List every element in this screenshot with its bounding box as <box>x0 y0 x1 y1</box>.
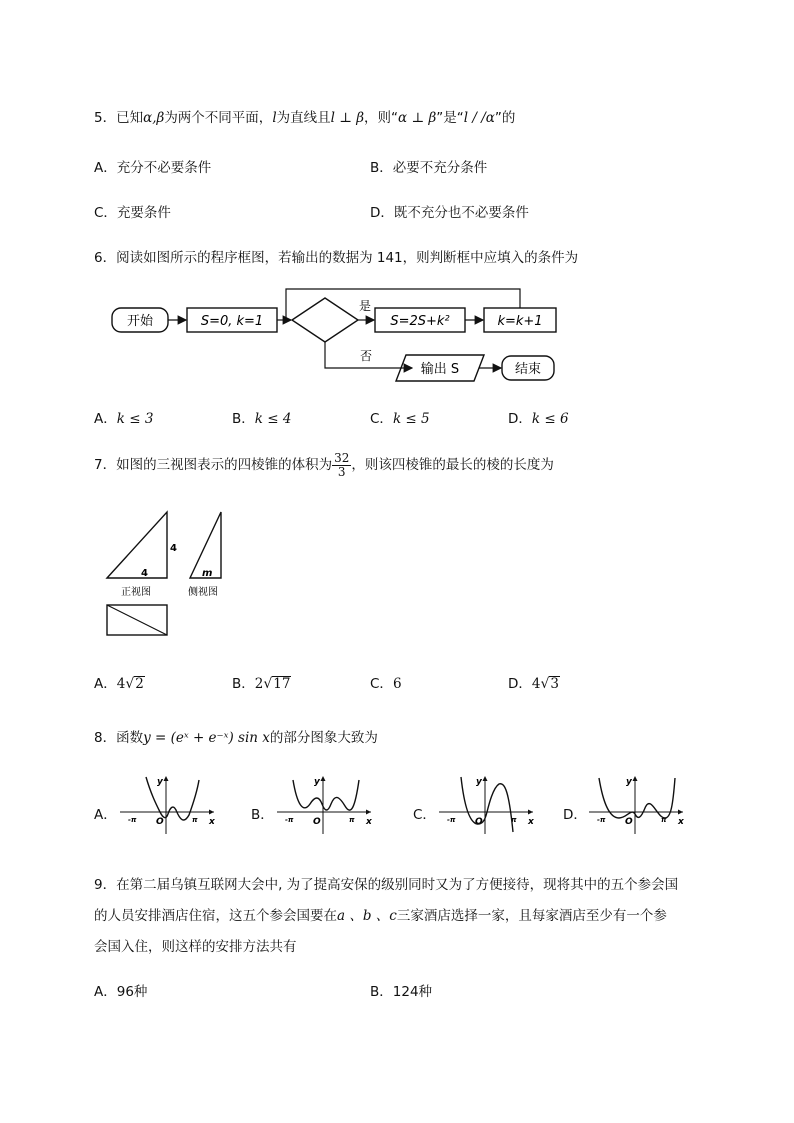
y-axis-label: y <box>314 777 320 787</box>
q6-option-c[interactable]: C．k ≤ 5 <box>370 411 430 427</box>
function-curve <box>146 777 199 820</box>
q8-stem: 8．函数y = (eˣ + e⁻ˣ) sin x的部分图象大致为 <box>94 730 378 746</box>
side-view-label: 侧视图 <box>188 587 218 598</box>
q5-option-c[interactable]: C．充要条件 <box>94 205 171 221</box>
q7-option-b[interactable]: B．2√17 <box>232 676 291 692</box>
q8-option-b-label[interactable]: B． <box>251 807 274 823</box>
neg-pi-label: -π <box>597 816 606 824</box>
pi-label: π <box>192 816 198 824</box>
origin-label: O <box>475 817 483 827</box>
volume-fraction: $\frac{32}{3}$ <box>334 450 350 479</box>
flow-output-label: 输出 S <box>420 362 460 377</box>
q5-option-b[interactable]: B．必要不充分条件 <box>370 160 488 176</box>
neg-pi-label: -π <box>285 816 294 824</box>
flow-no-label: 否 <box>360 349 373 363</box>
flow-yes-label: 是 <box>359 299 372 313</box>
flow-update-k-label: k=k+1 <box>497 314 543 329</box>
pi-label: π <box>661 816 667 824</box>
front-view-triangle <box>107 512 167 578</box>
function-formula: y = (eˣ + e⁻ˣ) sin x <box>143 730 270 746</box>
q5-option-d[interactable]: D．既不充分也不必要条件 <box>370 205 529 221</box>
flow-end-label: 结束 <box>514 362 542 377</box>
q8-option-d-label[interactable]: D． <box>563 807 587 823</box>
x-axis-label: x <box>678 817 684 827</box>
q6-option-b[interactable]: B．k ≤ 4 <box>232 411 292 427</box>
graph-option-b[interactable] <box>275 774 375 836</box>
front-base-label: 4 <box>141 568 148 579</box>
q7-stem: 7．如图的三视图表示的四棱锥的体积为 $\frac{32}{3}$ ，则该四棱锥的最长的棱的长度为 <box>94 450 554 479</box>
q8-option-a-label[interactable]: A． <box>94 807 117 823</box>
x-axis-label: x <box>528 817 534 827</box>
question-number: 5． <box>94 110 117 126</box>
q7-option-c[interactable]: C．6 <box>370 676 402 692</box>
three-view-figure <box>100 505 240 645</box>
graph-option-c[interactable] <box>437 774 537 836</box>
x-axis-label: x <box>209 817 215 827</box>
q9-option-b[interactable]: B．124种 <box>370 984 433 1000</box>
front-view-label: 正视图 <box>121 587 151 598</box>
function-curve <box>293 780 359 810</box>
flowchart <box>100 280 570 388</box>
q9-line-2: 的人员安排酒店住宿，这五个参会国要在a 、b 、c三家酒店选择一家，且每家酒店至少有一个参 <box>94 908 667 924</box>
top-view-diagonal <box>107 605 167 635</box>
q7-option-a[interactable]: A．4√2 <box>94 676 144 692</box>
flow-init-label: S=0, k=1 <box>200 314 264 329</box>
y-axis-label: y <box>626 777 632 787</box>
q6-option-a[interactable]: A．k ≤ 3 <box>94 411 154 427</box>
front-side-label: 4 <box>170 543 177 554</box>
graph-option-a[interactable] <box>118 774 218 836</box>
q8-option-c-label[interactable]: C． <box>413 807 436 823</box>
pi-label: π <box>349 816 355 824</box>
origin-label: O <box>156 817 164 827</box>
neg-pi-label: -π <box>447 816 456 824</box>
side-base-label: m <box>202 568 213 579</box>
graph-option-d[interactable] <box>587 774 687 836</box>
flow-decision-diamond <box>292 298 358 342</box>
neg-pi-label: -π <box>128 816 137 824</box>
x-axis-label: x <box>366 817 372 827</box>
q5-stem: 5．已知α,β为两个不同平面，l为直线且l ⊥ β，则“α ⊥ β”是“l / /α”的 <box>94 110 516 126</box>
q5-option-a[interactable]: A．充分不必要条件 <box>94 160 212 176</box>
q9-option-a[interactable]: A．96种 <box>94 984 148 1000</box>
q9-line-1: 9．在第二届乌镇互联网大会中, 为了提高安保的级别同时又为了方便接待，现将其中的五个参会国 <box>94 877 679 893</box>
pi-label: π <box>511 816 517 824</box>
origin-label: O <box>625 817 633 827</box>
y-axis-label: y <box>476 777 482 787</box>
q6-stem: 6．阅读如图所示的程序框图，若输出的数据为 141，则判断框中应填入的条件为 <box>94 250 579 266</box>
q7-option-d[interactable]: D．4√3 <box>508 676 560 692</box>
flow-start-label: 开始 <box>126 314 154 329</box>
function-curve <box>461 777 513 832</box>
y-axis-label: y <box>157 777 163 787</box>
q9-line-3: 会国入住，则这样的安排方法共有 <box>94 939 297 955</box>
origin-label: O <box>313 817 321 827</box>
q6-option-d[interactable]: D．k ≤ 6 <box>508 411 569 427</box>
flow-update-s-label: S=2S+k² <box>390 314 450 329</box>
